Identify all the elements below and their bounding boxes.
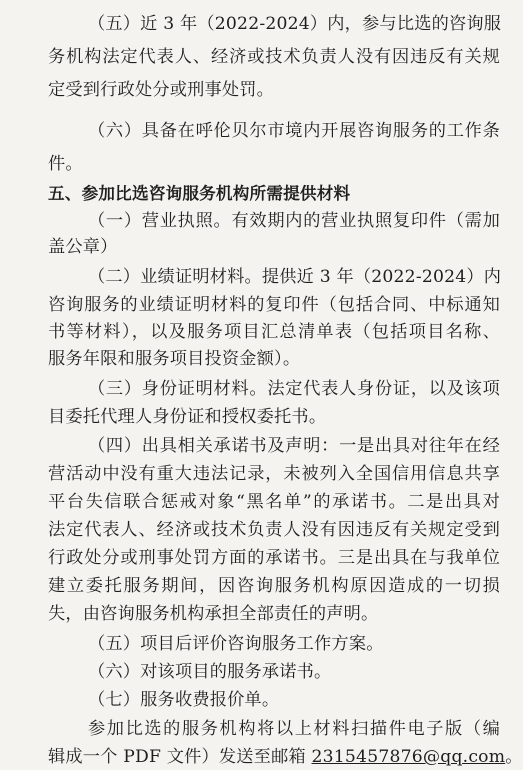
text-line: 参加比选的服务机构将以上材料扫描件电子版（编 [88, 719, 500, 739]
text-line: 盖公章） [48, 237, 118, 257]
text-line: （五）项目后评价咨询服务工作方案。 [88, 634, 384, 654]
text-line: （四）出具相关承诺书及声明：一是出具对往年在经 [88, 436, 500, 456]
text-line: 建立委托服务期间，因咨询服务机构原因造成的一切损 [48, 576, 500, 596]
text-line: （一）营业执照。有效期内的营业执照复印件（需加 [88, 211, 500, 231]
text-line: 营活动中没有重大违法记录，未被列入全国信用信息共享 [48, 464, 500, 484]
text-line: 咨询服务的业绩证明材料的复印件（包括合同、中标通知 [48, 295, 500, 315]
text-line: 书等材料），以及服务项目汇总清单表（包括项目名称、 [48, 322, 500, 342]
text-line: 行政处分或刑事处罚方面的承诺书。三是出具在与我单位 [48, 548, 500, 568]
text-line: （二）业绩证明材料。提供近 3 年（2022-2024）内 [88, 267, 502, 287]
text-line: （三）身份证明材料。法定代表人身份证，以及该项 [88, 379, 500, 399]
text-line: 平台失信联合惩戒对象“黑名单”的承诺书。二是出具对 [48, 492, 500, 512]
text-line: （五）近 3 年（2022-2024）内，参与比选的咨询服 [88, 14, 502, 34]
text-line: 件。 [48, 154, 83, 174]
final-period: 。 [505, 747, 523, 767]
text-line: （六）具备在呼伦贝尔市境内开展咨询服务的工作条 [88, 121, 500, 141]
email-link[interactable]: 2315457876@qq.com [311, 747, 506, 767]
text-line: （六）对该项目的服务承诺书。 [88, 662, 332, 682]
text-line: 目委托代理人身份证和授权委托书。 [48, 407, 327, 427]
text-line: 定受到行政处分或刑事处罚。 [48, 80, 275, 100]
text-line-email [48, 747, 523, 767]
email-prefix-text: 辑成一个 PDF 文件）发送至邮箱 [48, 747, 312, 767]
text-line: 务机构法定代表人、经济或技术负责人没有因违反有关规 [48, 47, 500, 67]
section-heading: 五、参加比选咨询服务机构所需提供材料 [48, 184, 351, 203]
text-line: 服务年限和服务项目投资金额）。 [48, 349, 301, 369]
text-line: （七）服务收费报价单。 [88, 690, 280, 710]
text-line: 失，由咨询服务机构承担全部责任的声明。 [48, 604, 379, 624]
text-line: 法定代表人、经济或技术负责人没有因违反有关规定受到 [48, 520, 500, 540]
